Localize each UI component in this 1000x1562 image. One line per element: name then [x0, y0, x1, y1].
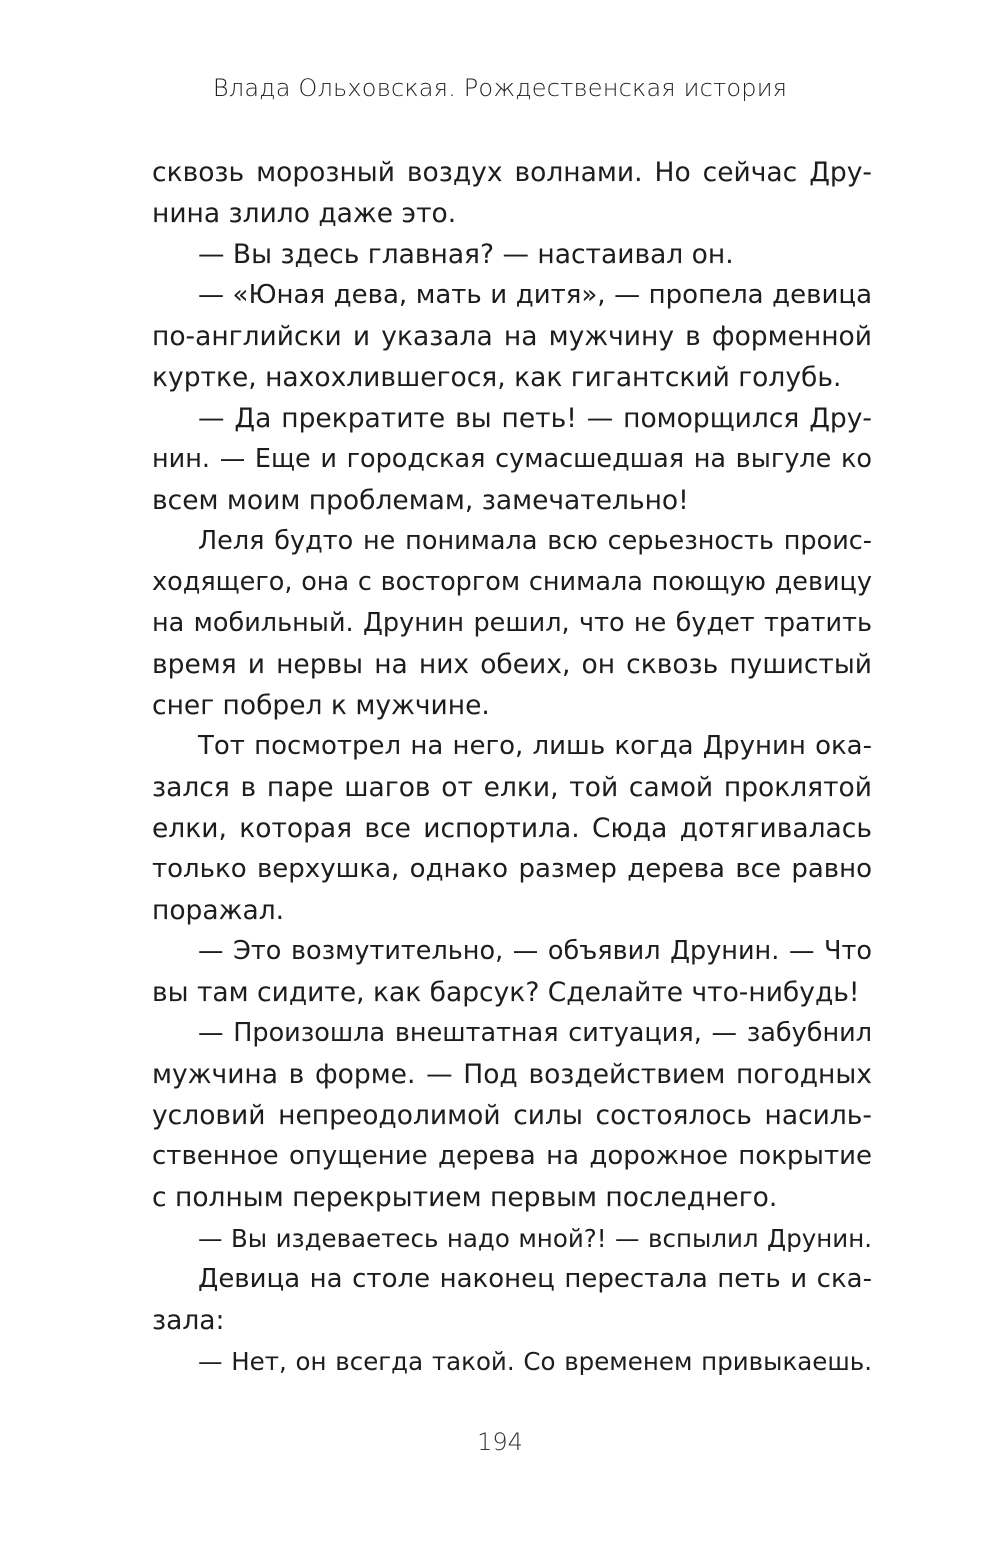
text-line: зала:	[152, 1305, 225, 1336]
text-line: с полным перекрытием первым последнего.	[152, 1182, 778, 1213]
text-line: только верхушка, однако размер дерева все равно	[152, 854, 872, 884]
text-line: всем моим проблемам, замечательно!	[152, 485, 689, 516]
text-line: нин. — Еще и городская сумасшедшая на выгуле ко	[152, 444, 872, 474]
text-line: снег побрел к мужчине.	[152, 690, 490, 721]
page-number: 194	[477, 1428, 523, 1456]
text-line: время и нервы на них обеих, он сквозь пушистый	[152, 649, 872, 680]
text-line: на мобильный. Друнин решил, что не будет тратить	[152, 608, 872, 638]
running-head: Влада Ольховская. Рождественская история	[212, 74, 788, 102]
text-line: куртке, нахохлившегося, как гигантский голубь.	[152, 362, 842, 393]
text-line: — Вы здесь главная? — настаивал он.	[198, 239, 734, 270]
text-line: — «Юная дева, мать и дитя», — пропела девица	[198, 280, 872, 310]
text-line: Леля будто не понимала всю серьезность проис-	[198, 526, 872, 556]
text-line: елки, которая все испортила. Сюда дотягивалась	[152, 813, 872, 844]
text-line: условий непреодолимой силы состоялось насиль-	[152, 1100, 872, 1131]
text-line: ственное опущение дерева на дорожное покрытие	[152, 1141, 872, 1171]
text-line: вы там сидите, как барсук? Сделайте что-нибудь!	[152, 977, 860, 1008]
text-line: — Да прекратите вы петь! — поморщился Дру-	[198, 403, 872, 434]
text-line: — Произошла внештатная ситуация, — забубнил	[198, 1018, 872, 1048]
text-line: поражал.	[152, 895, 285, 926]
text-line: мужчина в форме. — Под воздействием погодных	[152, 1059, 872, 1090]
text-line: Тот посмотрел на него, лишь когда Друнин ока-	[198, 731, 872, 761]
text-line: Девица на столе наконец перестала петь и ска-	[198, 1264, 872, 1294]
text-line: — Вы издеваетесь надо мной?! — вспылил Друнин.	[198, 1224, 872, 1253]
text-line: сквозь морозный воздух волнами. Но сейчас Дру-	[152, 157, 872, 188]
text-line: по-английски и указала на мужчину в форменной	[152, 321, 872, 352]
text-line: зался в паре шагов от елки, той самой проклятой	[152, 772, 872, 803]
text-line: — Нет, он всегда такой. Со временем привыкаешь.	[198, 1347, 872, 1376]
text-line: — Это возмутительно, — объявил Друнин. — Что	[198, 936, 872, 966]
text-line: нина злило даже это.	[152, 198, 457, 229]
body-text	[152, 152, 872, 1382]
text-line: ходящего, она с восторгом снимала поющую девицу	[152, 567, 872, 597]
